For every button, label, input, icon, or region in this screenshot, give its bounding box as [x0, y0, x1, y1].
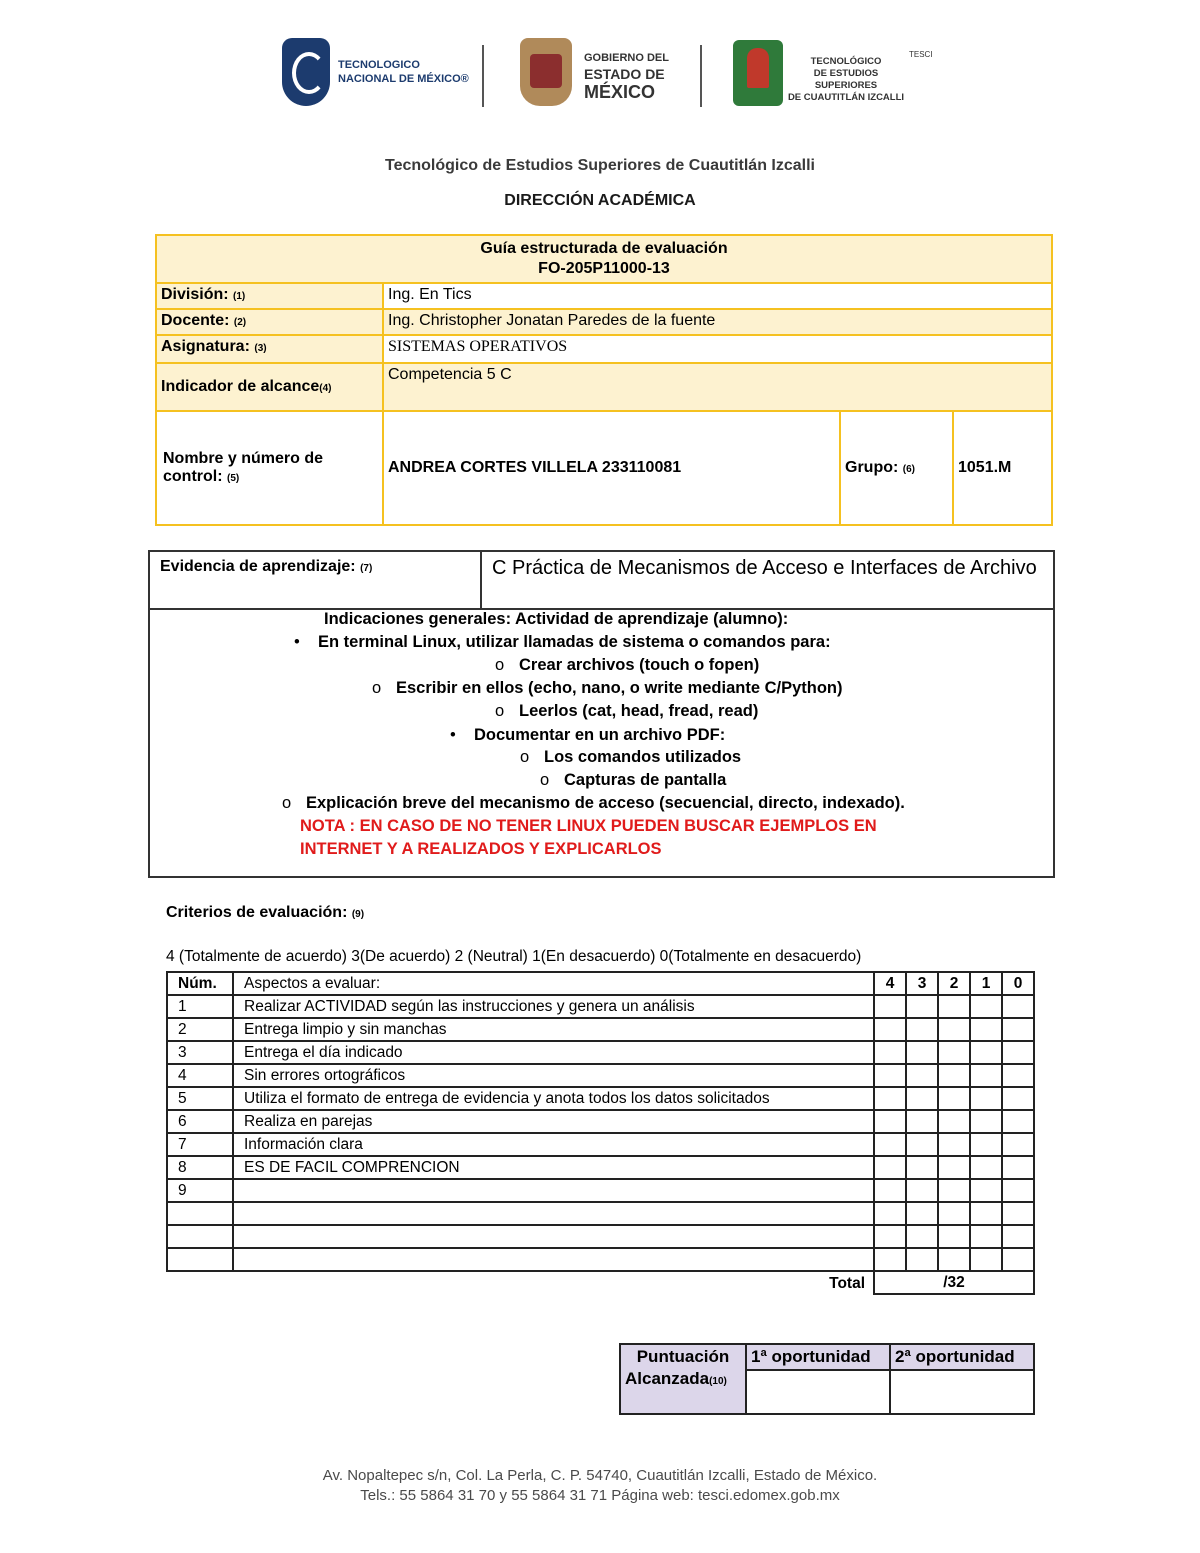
table-row: [167, 1225, 1034, 1248]
first-opportunity-label: 1ª oportunidad: [746, 1344, 890, 1370]
score-cell[interactable]: [1002, 1202, 1034, 1225]
score-cell[interactable]: [874, 1202, 906, 1225]
score-cell[interactable]: [906, 1041, 938, 1064]
row-num: 9: [167, 1179, 233, 1202]
score-cell[interactable]: [938, 1064, 970, 1087]
score-cell[interactable]: [874, 1110, 906, 1133]
second-opportunity-label: 2ª oportunidad: [890, 1344, 1034, 1370]
score-cell[interactable]: [1002, 995, 1034, 1018]
score-cell[interactable]: [970, 995, 1002, 1018]
row-aspect: Realiza en parejas: [233, 1110, 874, 1133]
score-cell[interactable]: [1002, 1156, 1034, 1179]
score-cell[interactable]: [970, 1225, 1002, 1248]
row-num: 1: [167, 995, 233, 1018]
instructions-heading: Indicaciones generales: Actividad de aprendizaje (alumno):: [324, 610, 789, 628]
score-label: Puntuación Alcanzada(10): [620, 1344, 746, 1414]
direction-title: DIRECCIÓN ACADÉMICA: [504, 192, 696, 209]
row-aspect: [233, 1248, 874, 1271]
instructions-box: [149, 609, 1054, 877]
row-num: 8: [167, 1156, 233, 1179]
score-cell[interactable]: [906, 1087, 938, 1110]
score-cell[interactable]: [1002, 1064, 1034, 1087]
row-num: [167, 1225, 233, 1248]
list-item: o Explicación breve del mecanismo de acceso (secuencial, directo, indexado).: [282, 794, 905, 812]
list-item: o Escribir en ellos (echo, nano, o write mediante C/Python): [372, 679, 843, 697]
logo-divider: [482, 45, 484, 107]
name-label: Nombre y número de control: (5): [156, 411, 383, 525]
group-value: 1051.M: [953, 411, 1052, 525]
evidence-value: C Práctica de Mecanismos de Acceso e Interfaces de Archivo: [481, 551, 1054, 609]
row-aspect: Utiliza el formato de entrega de evidencia y anota todos los datos solicitados: [233, 1087, 874, 1110]
score-cell[interactable]: [970, 1202, 1002, 1225]
row-num: 2: [167, 1018, 233, 1041]
score-cell[interactable]: [970, 1087, 1002, 1110]
first-opportunity-cell[interactable]: [746, 1370, 890, 1414]
row-num: 5: [167, 1087, 233, 1110]
score-cell[interactable]: [874, 1156, 906, 1179]
row-aspect: Realizar ACTIVIDAD según las instrucciones y genera un análisis: [233, 995, 874, 1018]
rating-scale: 4 (Totalmente de acuerdo) 3(De acuerdo) 2 (Neutral) 1(En desacuerdo) 0(Totalmente en desacuerdo): [166, 948, 862, 965]
score-cell[interactable]: [938, 995, 970, 1018]
score-cell[interactable]: [970, 1179, 1002, 1202]
footer-address: Av. Nopaltepec s/n, Col. La Perla, C. P. 54740, Cuautitlán Izcalli, Estado de México.: [322, 1467, 878, 1484]
score-cell[interactable]: [1002, 1179, 1034, 1202]
table-row: [167, 1041, 1034, 1064]
row-aspect: Sin errores ortográficos: [233, 1064, 874, 1087]
score-cell[interactable]: [938, 1110, 970, 1133]
score-cell[interactable]: [1002, 1248, 1034, 1271]
logo-divider: [700, 45, 702, 107]
score-cell[interactable]: [1002, 1041, 1034, 1064]
evaluation-info-table: [155, 234, 1053, 526]
score-cell[interactable]: [970, 1133, 1002, 1156]
note-line-2: INTERNET Y A REALIZADOS Y EXPLICARLOS: [300, 840, 662, 858]
score-cell[interactable]: [970, 1248, 1002, 1271]
note-line-1: NOTA : EN CASO DE NO TENER LINUX PUEDEN BUSCAR EJEMPLOS EN: [300, 817, 877, 835]
tesci-emblem-icon: [733, 40, 783, 106]
score-cell[interactable]: [874, 1248, 906, 1271]
tecnm-logo: [282, 38, 482, 110]
score-cell[interactable]: [1002, 1018, 1034, 1041]
score-cell[interactable]: [1002, 1110, 1034, 1133]
teacher-value: Ing. Christopher Jonatan Paredes de la fuente: [383, 309, 1052, 335]
col-header-4: 4: [874, 972, 906, 995]
score-cell[interactable]: [970, 1018, 1002, 1041]
score-cell[interactable]: [906, 1018, 938, 1041]
score-cell[interactable]: [906, 1133, 938, 1156]
row-num: [167, 1202, 233, 1225]
score-cell[interactable]: [906, 1110, 938, 1133]
table-row: [167, 1248, 1034, 1271]
row-aspect: Entrega el día indicado: [233, 1041, 874, 1064]
second-opportunity-cell[interactable]: [890, 1370, 1034, 1414]
row-num: [167, 1248, 233, 1271]
row-aspect: Entrega limpio y sin manchas: [233, 1018, 874, 1041]
footer: [0, 1466, 1200, 1506]
criteria-title: Criterios de evaluación: (9): [166, 904, 365, 921]
table-row: [167, 1087, 1034, 1110]
table-row: [167, 1064, 1034, 1087]
score-cell[interactable]: [970, 1110, 1002, 1133]
row-num: 3: [167, 1041, 233, 1064]
score-cell[interactable]: [874, 1041, 906, 1064]
col-header-aspect: Aspectos a evaluar:: [233, 972, 874, 995]
score-cell[interactable]: [874, 1133, 906, 1156]
score-cell[interactable]: [906, 1225, 938, 1248]
table-row: [167, 1179, 1034, 1202]
score-cell[interactable]: [1002, 1133, 1034, 1156]
score-cell[interactable]: [874, 1087, 906, 1110]
list-item: o Leerlos (cat, head, fread, read): [495, 702, 759, 720]
score-cell[interactable]: [874, 1179, 906, 1202]
group-label: Grupo: (6): [840, 411, 953, 525]
subject-label: Asignatura: (3): [156, 335, 383, 363]
score-cell[interactable]: [906, 1064, 938, 1087]
total-value[interactable]: /32: [874, 1271, 1034, 1294]
score-cell[interactable]: [906, 995, 938, 1018]
subject-value: SISTEMAS OPERATIVOS: [383, 335, 1052, 363]
score-cell[interactable]: [906, 1248, 938, 1271]
table-row: [167, 995, 1034, 1018]
row-aspect: [233, 1179, 874, 1202]
evidence-label: Evidencia de aprendizaje: (7): [149, 551, 481, 609]
score-cell[interactable]: [970, 1156, 1002, 1179]
edomex-logo: [520, 38, 680, 110]
table-row: [167, 1202, 1034, 1225]
tesci-side-text: TESCI: [909, 50, 933, 59]
score-cell[interactable]: [938, 1156, 970, 1179]
list-item: o Capturas de pantalla: [540, 771, 727, 789]
col-header-2: 2: [938, 972, 970, 995]
edomex-logo-text: GOBIERNO DEL ESTADO DE MÉXICO: [584, 52, 669, 102]
score-cell[interactable]: [938, 1202, 970, 1225]
list-item: • Documentar en un archivo PDF:: [450, 726, 726, 744]
table-row: [167, 1110, 1034, 1133]
row-num: 7: [167, 1133, 233, 1156]
row-aspect: ES DE FACIL COMPRENCION: [233, 1156, 874, 1179]
division-label: División: (1): [156, 283, 383, 309]
score-cell[interactable]: [874, 1225, 906, 1248]
score-cell[interactable]: [874, 1018, 906, 1041]
score-cell[interactable]: [938, 1018, 970, 1041]
score-cell[interactable]: [970, 1064, 1002, 1087]
row-num: 4: [167, 1064, 233, 1087]
score-cell[interactable]: [1002, 1225, 1034, 1248]
table-row: [167, 1133, 1034, 1156]
score-table: [619, 1343, 1035, 1415]
tesci-logo-text: TECNOLÓGICO DE ESTUDIOS SUPERIORES DE CUAUTITLÁN IZCALLI: [787, 56, 905, 103]
score-cell[interactable]: [938, 1087, 970, 1110]
criteria-table: [166, 971, 1035, 1295]
tecnm-shield-icon: [282, 38, 330, 106]
score-cell[interactable]: [874, 995, 906, 1018]
list-item: o Los comandos utilizados: [520, 748, 742, 766]
score-cell[interactable]: [874, 1064, 906, 1087]
footer-contact: Tels.: 55 5864 31 70 y 55 5864 31 71 Página web: tesci.edomex.gob.mx: [360, 1487, 840, 1504]
division-value: Ing. En Tics: [383, 283, 1052, 309]
score-cell[interactable]: [938, 1041, 970, 1064]
student-name: ANDREA CORTES VILLELA 233110081: [383, 411, 840, 525]
institution-title: Tecnológico de Estudios Superiores de Cuautitlán Izcalli: [385, 157, 815, 174]
row-num: 6: [167, 1110, 233, 1133]
score-cell[interactable]: [906, 1202, 938, 1225]
list-item: • En terminal Linux, utilizar llamadas de sistema o comandos para:: [294, 633, 831, 651]
score-cell[interactable]: [906, 1179, 938, 1202]
indicator-value: Competencia 5 C: [383, 363, 1052, 411]
edomex-crest-icon: [520, 38, 572, 106]
tecnm-logo-text: TECNOLOGICO NACIONAL DE MÉXICO®: [338, 59, 469, 85]
tesci-logo: [733, 40, 933, 112]
score-cell[interactable]: [970, 1041, 1002, 1064]
col-header-1: 1: [970, 972, 1002, 995]
teacher-label: Docente: (2): [156, 309, 383, 335]
indicator-label: Indicador de alcance(4): [156, 363, 383, 411]
guide-title: Guía estructurada de evaluación FO-205P11000-13: [156, 235, 1052, 283]
score-cell[interactable]: [938, 1179, 970, 1202]
score-cell[interactable]: [906, 1156, 938, 1179]
score-cell[interactable]: [938, 1248, 970, 1271]
table-row: [167, 1156, 1034, 1179]
score-cell[interactable]: [938, 1225, 970, 1248]
table-row: [167, 1018, 1034, 1041]
row-aspect: [233, 1225, 874, 1248]
score-cell[interactable]: [1002, 1087, 1034, 1110]
score-cell[interactable]: [938, 1133, 970, 1156]
col-header-3: 3: [906, 972, 938, 995]
evidence-table: [148, 550, 1055, 878]
row-aspect: [233, 1202, 874, 1225]
col-header-num: Núm.: [167, 972, 233, 995]
total-label: Total: [829, 1274, 865, 1292]
list-item: o Crear archivos (touch o fopen): [495, 656, 760, 674]
row-aspect: Información clara: [233, 1133, 874, 1156]
col-header-0: 0: [1002, 972, 1034, 995]
